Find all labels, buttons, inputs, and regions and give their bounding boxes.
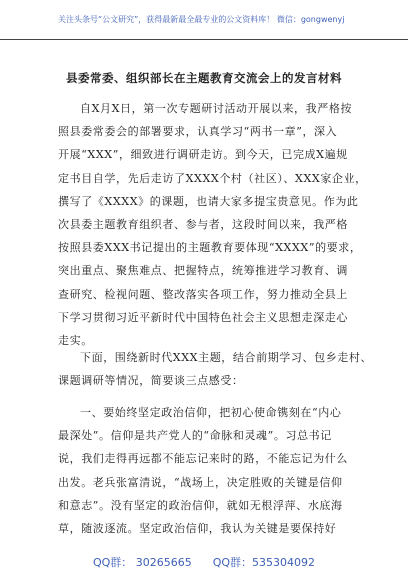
text-line: 和意志”。没有坚定的政治信仰，就如无根浮萍、水底海 [58, 498, 343, 512]
header-banner [0, 0, 408, 40]
text-line: 定书目自学，先后走访了XXXX个村（社区）、XXX家企业， [58, 171, 367, 185]
header-note-text: 关注头条号“公文研究”，获得最新最全最专业的公文资料库！ 微信：gongwenyj [58, 15, 345, 24]
text-line: 说，我们走得再远都不能忘记来时的路，不能忘记为什么 [58, 452, 348, 466]
document-title: 县委常委、组织部长在主题教育交流会上的发言材料 [66, 71, 342, 85]
text-line: 下学习贯彻习近平新时代中国特色社会主义思想走深走心 [58, 310, 348, 324]
text-line: 出发。老兵张富清说，“战场上，决定胜败的关键是信仰 [58, 475, 343, 489]
text-line: 草，随波逐流。坚定政治信仰，我认为关键是要保持好 [58, 522, 337, 536]
paragraph-transition [58, 346, 373, 392]
text-line: 次县委主题教育组织者、参与者，这段时间以来，我严格 [58, 218, 348, 232]
text-line: 查研究、检视问题、整改落实各项工作，努力推动全县上 [58, 287, 348, 301]
text-line: 走实。 [58, 334, 93, 348]
text-line: 一、要始终坚定政治信仰，把初心使命镌刻在“内心 [80, 406, 342, 419]
paragraph-intro [58, 97, 367, 352]
text-line: 照县委常委会的部署要求，认真学习“两书一章”，深入 [58, 125, 338, 139]
text-line: 按照县委XXX书记提出的主题教育要体现“XXXX”的要求， [58, 241, 362, 255]
text-line: 下面，围绕新时代XXX主题，结合前期学习、包乡走村、 [80, 351, 373, 364]
text-line: 最深处”。信仰是共产党人的“命脉和灵魂”。习总书记 [58, 429, 332, 443]
paragraph-point-one [58, 401, 358, 540]
text-line: 自X月X日，第一次专题研讨活动开展以来，我严格按 [80, 102, 353, 115]
text-line: 开展“XXX”，细致进行调研走访。到今天，已完成X遍规 [58, 148, 348, 162]
text-line: 突出重点、聚焦难点、把握特点，统筹推进学习教育、调 [58, 264, 348, 278]
text-line: 撰写了《XXXX》的课题，也请大家多提宝贵意见。作为此 [58, 194, 359, 208]
text-line: 课题调研等情况，简要谈三点感受： [58, 374, 244, 388]
footer-qq-groups: QQ群： 30265665 QQ群：535304092 [92, 556, 316, 569]
